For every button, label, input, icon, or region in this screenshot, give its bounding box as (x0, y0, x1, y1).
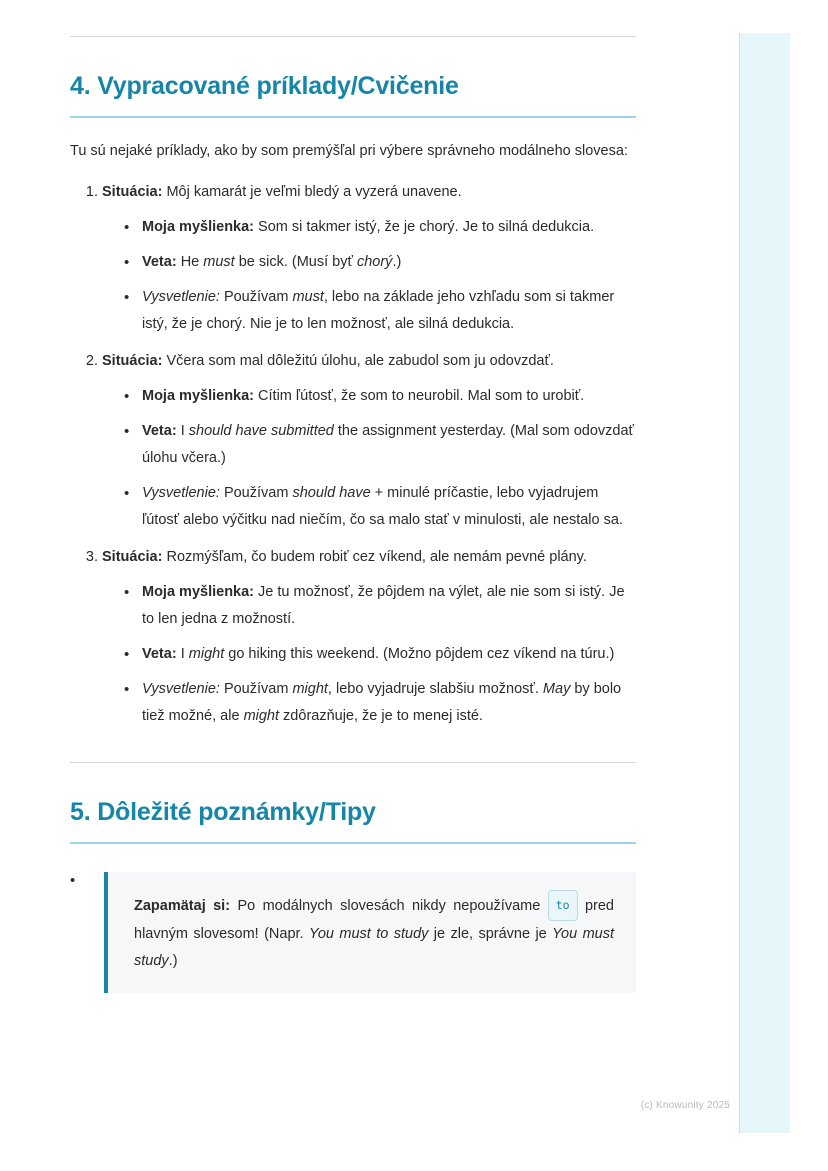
text-run: I (176, 646, 189, 662)
section-divider (70, 762, 636, 763)
text-run: I (176, 423, 189, 439)
situations-list (70, 179, 636, 730)
important-note-text (134, 890, 614, 975)
emphasis-italic: should have (292, 485, 371, 501)
situation-item (102, 544, 636, 730)
emphasis-italic: Vysvetlenie: (142, 485, 220, 501)
text-run: Používam (219, 485, 293, 501)
emphasis-bold: Zapamätaj si: (134, 898, 231, 914)
situation-text: Môj kamarát je veľmi bledý a vyzerá unavene. (162, 184, 462, 200)
situation-label: Situácia: (102, 549, 163, 565)
emphasis-italic: might (292, 681, 328, 697)
text-run: .) (168, 953, 178, 969)
emphasis-italic: might (243, 708, 280, 724)
section-4-title-underline (70, 116, 636, 118)
note-bullet-wrapper (70, 872, 636, 993)
emphasis-italic: Vysvetlenie: (142, 289, 220, 305)
text-run: the assignment yesterday. (Mal som odovzdať úlohu včera.) (142, 423, 634, 466)
decorative-side-band (740, 33, 790, 1133)
document-content (70, 0, 636, 993)
copyright-footer: (c) Knowunity 2025 (640, 1100, 730, 1111)
situation-detail-item (124, 641, 636, 668)
emphasis-italic: Vysvetlenie: (142, 681, 220, 697)
emphasis-italic: You must study (134, 926, 614, 969)
text-run: .) (392, 254, 402, 270)
situation-detail-item (124, 480, 636, 534)
emphasis-italic: You must to study (308, 926, 429, 942)
situation-detail-item (124, 249, 636, 276)
section-4-title: 4. Vypracované príklady/Cvičenie (70, 72, 459, 100)
text-run: be sick. (Musí byť (234, 254, 357, 270)
note-bullet-icon: • (70, 872, 76, 889)
emphasis-italic: might (188, 646, 225, 662)
situation-detail-list (102, 214, 636, 338)
emphasis-bold: Veta: (142, 646, 177, 662)
emphasis-bold: Moja myšlienka: (142, 388, 255, 404)
text-run: Je tu možnosť, že pôjdem na výlet, ale nie som si istý. Je to len jedna z možností. (142, 584, 625, 627)
text-run: Používam (219, 289, 293, 305)
section-4-lead: Tu sú nejaké príklady, ako by som premýšľal pri výbere správneho modálneho slovesa: (70, 143, 628, 159)
emphasis-italic: should have submitted (188, 423, 334, 439)
inline-code-token: to (548, 890, 578, 921)
section-5-title-underline (70, 842, 636, 844)
text-run: , lebo vyjadruje slabšiu možnosť. (327, 681, 543, 697)
situation-detail-item (124, 214, 636, 241)
decorative-side-rule (739, 33, 740, 1133)
text-run: Cítim ľútosť, že som to neurobil. Mal som to urobiť. (254, 388, 585, 404)
emphasis-bold: Moja myšlienka: (142, 584, 255, 600)
important-note-box (104, 872, 636, 993)
situation-text: Rozmýšľam, čo budem robiť cez víkend, ale nemám pevné plány. (162, 549, 587, 565)
text-run: Používam (219, 681, 293, 697)
situation-item (102, 348, 636, 534)
text-run: by bolo tiež možné, ale (142, 681, 622, 724)
text-run: + minulé príčastie, lebo vyjadrujem ľútosť alebo výčitku nad niečím, čo sa malo stať v minulosti, ale nestalo sa. (142, 485, 623, 528)
situation-label: Situácia: (102, 184, 163, 200)
text-run: zdôrazňuje, že je to menej isté. (279, 708, 483, 724)
section-5-title: 5. Dôležité poznámky/Tipy (70, 798, 376, 826)
text-run: , lebo na základe jeho vzhľadu som si takmer istý, že je chorý. Nie je to len možnosť, ale silná dedukcia. (142, 289, 615, 332)
text-run: Po modálnych slovesách nikdy nepoužívame (230, 898, 548, 914)
emphasis-italic: May (542, 681, 571, 697)
situation-item (102, 179, 636, 338)
situation-detail-item (124, 676, 636, 730)
situation-detail-item (124, 383, 636, 410)
emphasis-italic: chorý (356, 254, 393, 270)
situation-detail-item (124, 284, 636, 338)
situation-detail-item (124, 579, 636, 633)
emphasis-bold: Moja myšlienka: (142, 219, 255, 235)
text-run: go hiking this weekend. (Možno pôjdem cez víkend na túru.) (224, 646, 615, 662)
emphasis-italic: must (292, 289, 324, 305)
emphasis-bold: Veta: (142, 254, 177, 270)
situation-detail-list (102, 579, 636, 730)
top-divider (70, 36, 636, 37)
text-run: Som si takmer istý, že je chorý. Je to silná dedukcia. (254, 219, 595, 235)
situation-label: Situácia: (102, 353, 163, 369)
situation-text: Včera som mal dôležitú úlohu, ale zabudol som ju odovzdať. (162, 353, 554, 369)
text-run: pred hlavným slovesom! (Napr. (134, 898, 614, 942)
emphasis-bold: Veta: (142, 423, 177, 439)
note-box-holder (70, 872, 636, 993)
emphasis-italic: must (203, 254, 235, 270)
situation-detail-list (102, 383, 636, 534)
situation-heading (102, 348, 636, 375)
text-run: je zle, správne je (428, 926, 553, 942)
situation-heading (102, 544, 636, 571)
text-run: He (176, 254, 204, 270)
situation-detail-item (124, 418, 636, 472)
situation-heading (102, 179, 636, 206)
